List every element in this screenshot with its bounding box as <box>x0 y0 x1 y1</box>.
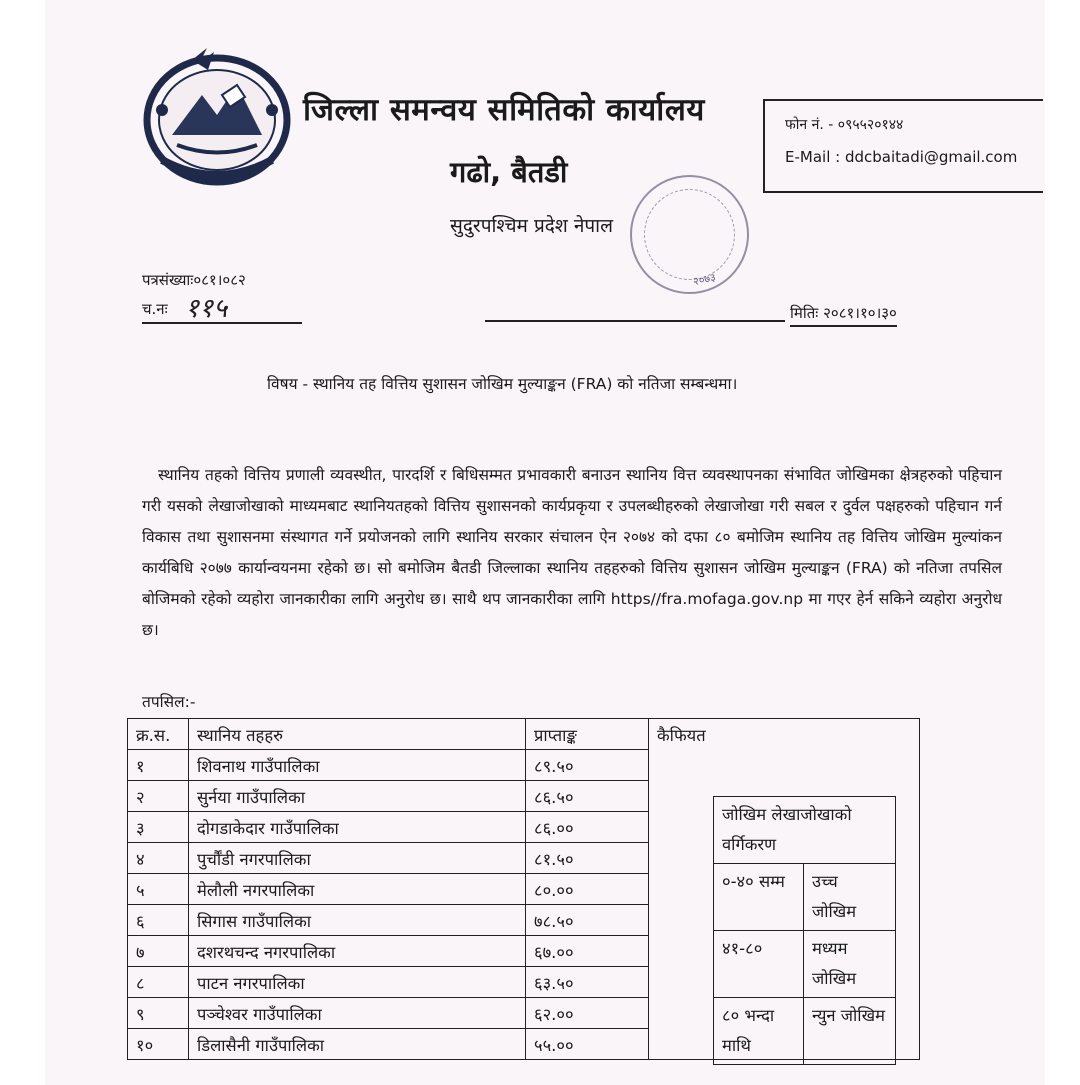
office-place: गढो, बैतडी <box>450 155 568 189</box>
row-sn: ७ <box>128 936 189 967</box>
classification-row <box>714 864 896 931</box>
body-text: स्थानिय तहको वित्तिय प्रणाली व्यवस्थीत, पारदर्शि र बिधिसम्मत प्रभावकारी बनाउन स्थानिय वित्त व्यवस्थापनका संभावित जोखिमका क्षेत्रहरुको पहिचान गरी यसको लेखाजोखाको माध्यमबाट स्थानियतहको वित्तिय सुशासनको कार्यप्रकृया र उपलब्धीहरुको लेखाजोखा गरी सबल र दुर्वल पक्षहरुको पहिचान गर्न विकास तथा सुशासनमा संस्थागत गर्ने प्रयोजनको लागि स्थानिय सरकार संचालन ऐन २०७४ को दफा ८० बमोजिम स्थानिय तह वित्तिय जोखिम मुल्यांकन कार्यबिधि २०७७ कार्यान्वयनमा रहेको छ। सो बमोजिम बैतडी जिल्लाका स्थानिय तहहरुको वित्तिय सुशासन जोखिम मुल्याङ्कन (FRA) को नतिजा तपसिल बोजिमको रहेको व्यहोरा जानकारीका लागि अनुरोध छ। साथै थप जानकारीका लागि https//fra.mofaga.gov.np मा गएर हेर्न सकिने व्यहोरा अनुरोध छ। <box>142 466 1002 639</box>
row-name: पाटन नगरपालिका <box>189 967 526 998</box>
row-score: ८०.०० <box>526 874 649 905</box>
row-sn: ५ <box>128 874 189 905</box>
row-score: ५५.०० <box>526 1029 649 1060</box>
subject-line: विषय - स्थानिय तह वित्तिय सुशासन जोखिम मुल्याङ्कन (FRA) को नतिजा सम्बन्धमा। <box>267 375 738 393</box>
classification-range: ८० भन्दा माथि <box>714 998 804 1065</box>
reference-number: पत्रसंख्याः०८१।०८२ <box>142 271 246 289</box>
row-name: डिलासैनी गाउँपालिका <box>189 1029 526 1060</box>
row-score: ८९.५० <box>526 750 649 781</box>
classification-level: उच्च जोखिम <box>803 864 895 931</box>
classification-level: न्युन जोखिम <box>803 998 895 1065</box>
office-stamp-icon <box>619 164 760 305</box>
row-name: सिगास गाउँपालिका <box>189 905 526 936</box>
row-name: दशरथचन्द नगरपालिका <box>189 936 526 967</box>
row-sn: ६ <box>128 905 189 936</box>
row-score: ८६.५० <box>526 781 649 812</box>
row-sn: ४ <box>128 843 189 874</box>
row-score: ६२.०० <box>526 998 649 1029</box>
row-name: पञ्चेश्वर गाउँपालिका <box>189 998 526 1029</box>
stamp-year: २०७३ <box>691 270 717 289</box>
nepal-emblem-icon <box>132 40 302 190</box>
classification-range: ४१-८० <box>714 931 804 998</box>
classification-header-row <box>714 797 896 864</box>
row-name: सुर्नया गाउँपालिका <box>189 781 526 812</box>
row-score: ६७.०० <box>526 936 649 967</box>
header-remark: कैफियत <box>649 719 920 750</box>
row-score: ७८.५० <box>526 905 649 936</box>
row-sn: ३ <box>128 812 189 843</box>
row-score: ६३.५० <box>526 967 649 998</box>
row-name: शिवनाथ गाउँपालिका <box>189 750 526 781</box>
header-sn: क्र.स. <box>128 719 189 750</box>
office-title: जिल्ला समन्वय समितिको कार्यालय <box>303 92 705 128</box>
phone-number: फोन नं. - ०९५५२०१४४ <box>785 117 904 133</box>
office-province: सुदुरपश्चिम प्रदेश नेपाल <box>450 215 613 237</box>
body-paragraph <box>142 460 1002 646</box>
table-row <box>128 750 920 781</box>
classification-row <box>714 998 896 1065</box>
row-score: ८१.५० <box>526 843 649 874</box>
row-sn: २ <box>128 781 189 812</box>
dispatch-number: ११५ <box>185 293 228 324</box>
row-name: पुर्चौंडी नगरपालिका <box>189 843 526 874</box>
classification-row <box>714 931 896 998</box>
classification-level: मध्यम जोखिम <box>803 931 895 998</box>
risk-classification-table <box>713 796 896 1065</box>
table-header-row <box>128 719 920 750</box>
row-score: ८६.०० <box>526 812 649 843</box>
letter-date: मितिः २०८१।१०।३० <box>790 303 897 327</box>
header-local-level: स्थानिय तहहरु <box>189 719 526 750</box>
row-sn: ९ <box>128 998 189 1029</box>
letter-page <box>45 0 1045 1085</box>
row-sn: १ <box>128 750 189 781</box>
divider <box>142 322 302 324</box>
row-sn: ८ <box>128 967 189 998</box>
divider <box>485 320 785 322</box>
header-score: प्राप्ताङ्क <box>526 719 649 750</box>
dispatch-label: च.नः <box>142 300 168 318</box>
row-sn: १० <box>128 1029 189 1060</box>
classification-heading: जोखिम लेखाजोखाको वर्गिकरण <box>714 797 896 864</box>
row-name: दोगडाकेदार गाउँपालिका <box>189 812 526 843</box>
email-address: E-Mail : ddcbaitadi@gmail.com <box>785 148 1018 166</box>
details-label: तपसिल:- <box>142 693 196 711</box>
contact-box <box>763 99 1043 193</box>
row-name: मेलौली नगरपालिका <box>189 874 526 905</box>
classification-range: ०-४० सम्म <box>714 864 804 931</box>
